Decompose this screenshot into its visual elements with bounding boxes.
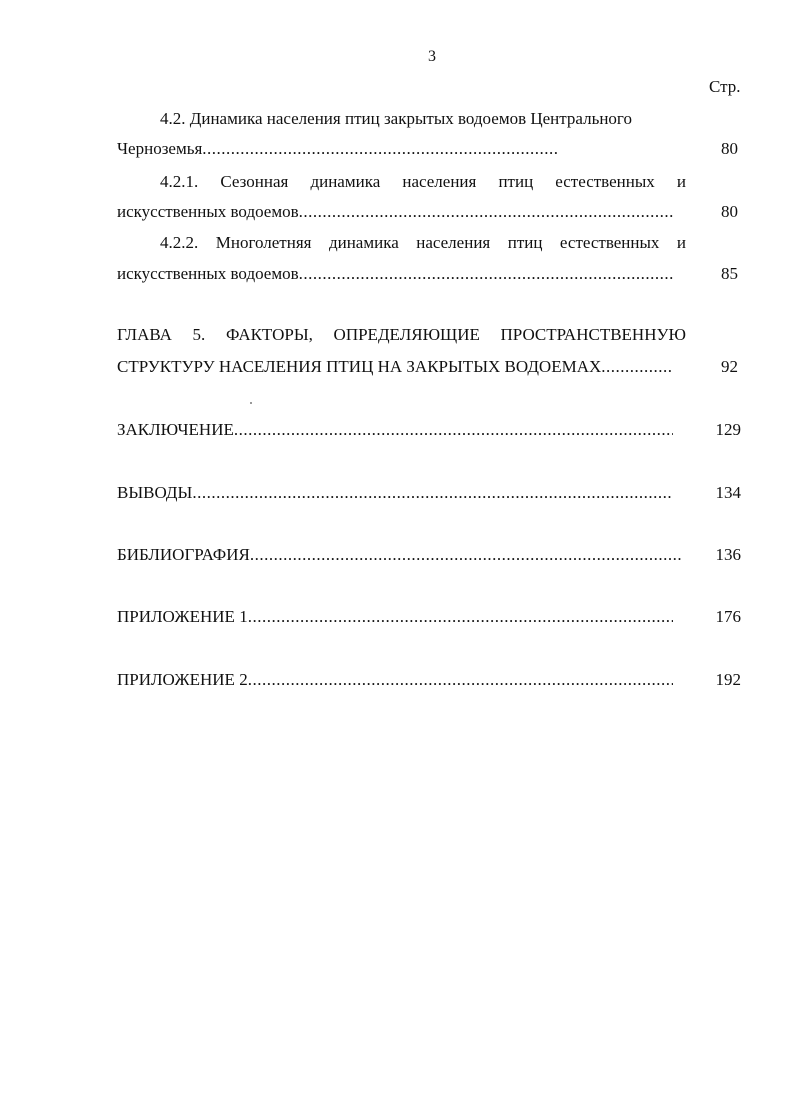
- leader-dots: [299, 264, 673, 284]
- toc-entry-title-line: 4.2.1. Сезонная динамика населения птиц естественных и: [160, 172, 686, 191]
- toc-entry-leader: [117, 357, 673, 377]
- leader-dots: [234, 420, 673, 440]
- page-number: 3: [428, 48, 436, 65]
- toc-entry-title: ПРИЛОЖЕНИЕ 1: [117, 607, 248, 626]
- toc-entry-leader: [117, 545, 683, 565]
- toc-entry-page: 129: [715, 420, 741, 439]
- toc-entry-leader: [117, 139, 557, 159]
- toc-entry-title-line: 4.2. Динамика населения птиц закрытых водоемов Центрального: [160, 109, 632, 128]
- toc-entry-page: 176: [715, 607, 741, 626]
- toc-entry-title-line: ГЛАВА 5. ФАКТОРЫ, ОПРЕДЕЛЯЮЩИЕ ПРОСТРАНСТВЕННУЮ: [117, 325, 686, 344]
- toc-entry-title-cont: Черноземья: [117, 139, 203, 158]
- toc-entry-page: 136: [715, 545, 741, 564]
- toc-entry-leader: [117, 607, 673, 627]
- page-column-header: Стр.: [709, 77, 741, 96]
- toc-entry-leader: [117, 202, 673, 222]
- toc-entry-page: 85: [721, 264, 738, 283]
- scan-speck: [250, 402, 252, 404]
- leader-dots: [248, 670, 673, 690]
- toc-entry-title: ВЫВОДЫ: [117, 483, 193, 502]
- toc-entry-title-line: 4.2.2. Многолетняя динамика населения птиц естественных и: [160, 233, 686, 252]
- toc-entry-title: ЗАКЛЮЧЕНИЕ: [117, 420, 234, 439]
- leader-dots: [248, 607, 673, 627]
- toc-entry-title-cont: искусственных водоемов: [117, 264, 299, 283]
- toc-entry-title: БИБЛИОГРАФИЯ: [117, 545, 250, 564]
- toc-entry-title-cont: СТРУКТУРУ НАСЕЛЕНИЯ ПТИЦ НА ЗАКРЫТЫХ ВОДОЕМАХ: [117, 357, 602, 376]
- leader-dots: [601, 357, 673, 377]
- toc-entry-page: 80: [721, 139, 738, 158]
- toc-entry-page: 80: [721, 202, 738, 221]
- toc-entry-leader: [117, 264, 673, 284]
- leader-dots: [192, 483, 673, 503]
- toc-entry-page: 192: [715, 670, 741, 689]
- leader-dots: [202, 139, 557, 159]
- leader-dots: [250, 545, 683, 565]
- toc-entry-leader: [117, 670, 673, 690]
- toc-entry-title: ПРИЛОЖЕНИЕ 2: [117, 670, 248, 689]
- toc-entry-title-cont: искусственных водоемов: [117, 202, 299, 221]
- toc-entry-leader: [117, 483, 673, 503]
- toc-entry-page: 134: [715, 483, 741, 502]
- leader-dots: [299, 202, 673, 222]
- toc-entry-leader: [117, 420, 673, 440]
- toc-entry-page: 92: [721, 357, 738, 376]
